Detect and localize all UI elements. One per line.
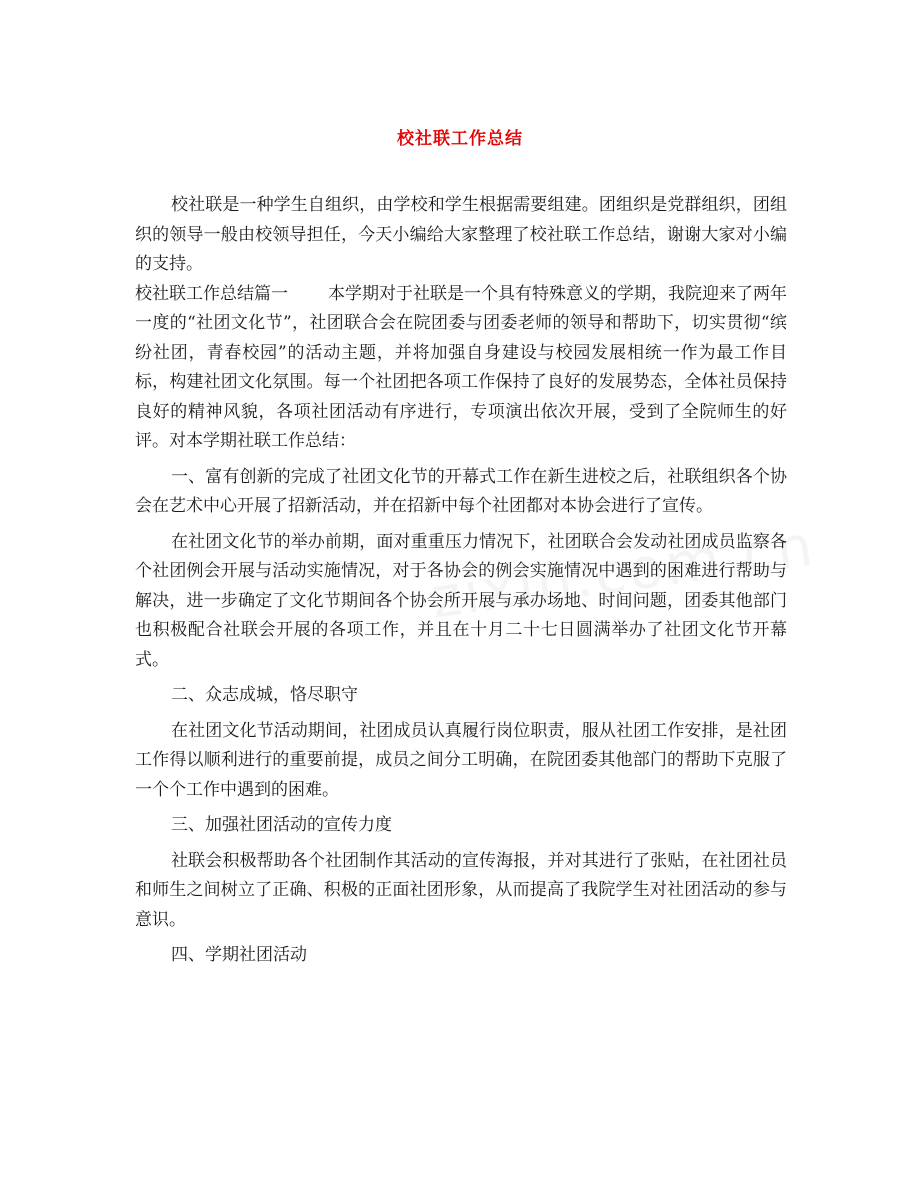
section-1-label: 校社联工作总结篇一 <box>135 283 288 304</box>
heading-2: 二、众志成城，恪尽职守 <box>171 685 358 705</box>
paragraph-3: 在社团文化节活动期间，社团成员认真履行岗位职责，服从社团工作安排，是社团工作得以顺利进行的重要前提，成员之间分工明确，在院团委其他部门的帮助下克服了一个个工作中遇到的困难。 <box>135 720 787 800</box>
heading-4: 四、学期社团活动 <box>171 945 307 965</box>
paragraph-2: 在社团文化节的举办前期，面对重重压力情况下，社团联合会发动社团成员监察各个社团例会开展与活动实施情况，对于各协会的例会实施情况中遇到的困难进行帮助与解决，进一步确定了文化节期间各个协会所开展与承办场地、时间问题，团委其他部门也积极配合社联会开展的各项工作，并且在十月二十七日圆满举办了社团文化节开幕式。 <box>135 531 787 670</box>
paragraph-4: 社联会积极帮助各个社团制作其活动的宣传海报，并对其进行了张贴，在社团社员和师生之间树立了正确、积极的正面社团形象，从而提高了我院学生对社团活动的参与意识。 <box>135 850 787 930</box>
heading-3: 三、加强社团活动的宣传力度 <box>171 815 392 835</box>
section-1-text: 本学期对于社联是一个具有特殊意义的学期，我院迎来了两年一度的“社团文化节”，社团联合会在院团委与团委老师的领导和帮助下，切实贯彻“缤纷社团，青春校园”的活动主题，并将加强自身建设与校园发展相统一作为最工作目标，构建社团文化氛围。每一个社团把各项工作保持了良好的发展势态，全体社员保持良好的精神风貌，各项社团活动有序进行，专项演出依次开展，受到了全院师生的好评。对本学期社联工作总结： <box>135 283 787 451</box>
paragraph-1: 一、富有创新的完成了社团文化节的开幕式工作在新生进校之后，社联组织各个协会在艺术中心开展了招新活动，并在招新中每个社团都对本协会进行了宣传。 <box>135 466 787 516</box>
intro-paragraph: 校社联是一种学生自组织，由学校和学生根据需要组建。团组织是党群组织，团组织的领导一般由校领导担任，今天小编给大家整理了校社联工作总结，谢谢大家对小编的支持。 <box>135 195 787 274</box>
document-title: 校社联工作总结 <box>397 129 523 149</box>
document-body <box>135 191 787 971</box>
section-1-paragraph <box>135 280 787 457</box>
